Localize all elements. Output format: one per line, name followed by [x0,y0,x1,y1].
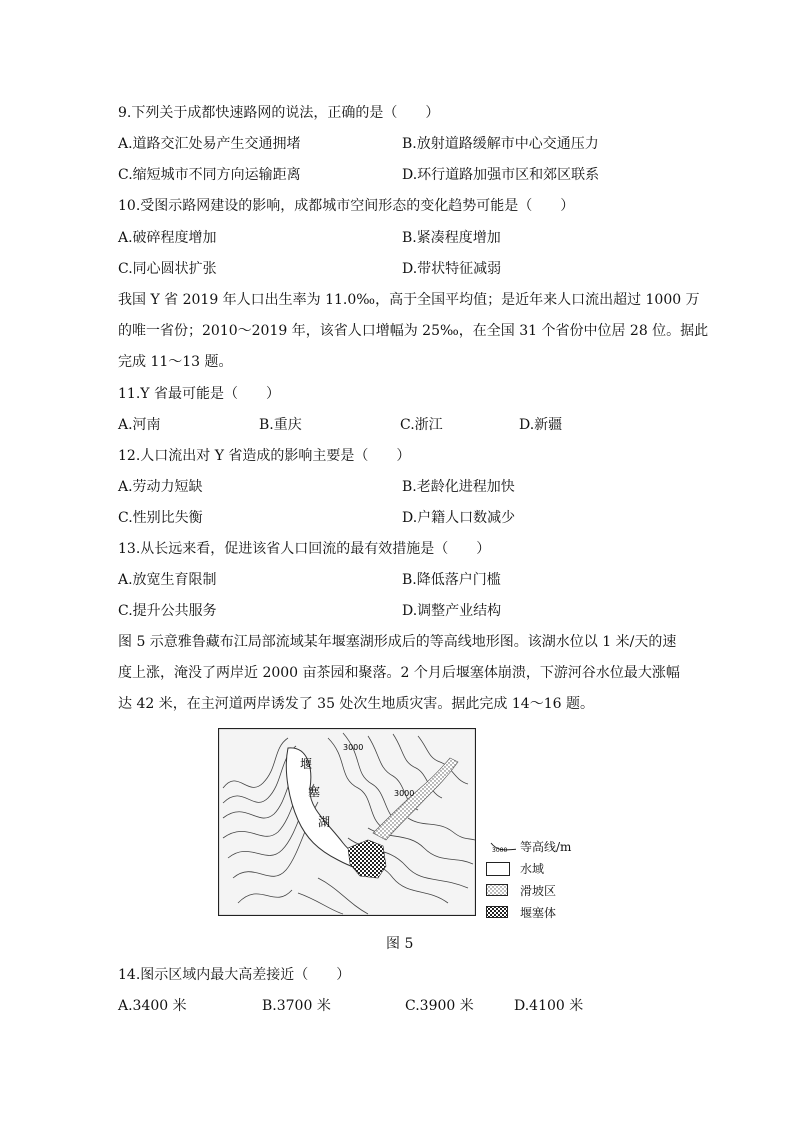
passage-line: 图 5 示意雅鲁藏布江局部流域某年堰塞湖形成后的等高线地形图。该湖水位以 1 米/天的速 [118,634,677,650]
passage-line: 完成 11～13 题。 [118,354,233,370]
legend-contour [484,836,604,858]
q12-option-c: C.性别比失衡 [118,510,203,526]
contour-map [218,728,476,916]
legend-water-label: 水域 [520,862,545,876]
contour-line-icon [486,840,516,852]
q13-stem: 13.从长远来看，促进该省人口回流的最有效措施是（ ） [118,541,491,557]
q9-option-d: D.环行道路加强市区和郊区联系 [402,167,600,183]
q11-option-a: A.河南 [118,417,161,433]
q13-option-c: C.提升公共服务 [118,603,217,619]
q12-option-d: D.户籍人口数减少 [402,510,516,526]
q13-option-b: B.降低落户门槛 [402,572,501,588]
passage-line: 度上涨，淹没了两岸近 2000 亩茶园和聚落。2 个月后堰塞体崩溃，下游河谷水位最大涨幅 [118,665,680,681]
q9-option-c: C.缩短城市不同方向运输距离 [118,167,301,183]
legend-landslide [484,880,604,902]
q13-option-a: A.放宽生育限制 [118,572,217,588]
contour-label: 3000 [343,743,364,752]
water-swatch-icon [486,862,510,876]
legend-dam [484,902,604,924]
q11-option-b: B.重庆 [259,417,302,433]
q14-stem: 14.图示区域内最大高差接近（ ） [118,967,351,983]
q14-option-b: B.3700 米 [262,998,331,1014]
q12-stem: 12.人口流出对 Y 省造成的影响主要是（ ） [118,448,411,464]
legend-contour-sample: 3000 [492,847,508,852]
legend-landslide-label: 滑坡区 [520,884,557,898]
q10-stem: 10.受图示路网建设的影响，成都城市空间形态的变化趋势可能是（ ） [118,198,575,214]
q11-option-d: D.新疆 [519,417,563,433]
q11-stem: 11.Y 省最可能是（ ） [118,386,280,402]
q9-option-a: A.道路交汇处易产生交通拥堵 [118,136,301,152]
lake-label-char: 湖 [318,815,331,829]
landslide-swatch-icon [486,884,508,896]
q10-option-b: B.紧凑程度增加 [402,230,501,246]
lake-label-char: 塞 [308,785,321,799]
q11-option-c: C.浙江 [400,417,443,433]
dam-swatch-icon [486,906,508,918]
passage-line: 我国 Y 省 2019 年人口出生率为 11.0‰，高于全国平均值；是近年来人口流出超过 1000 万 [118,292,700,308]
q13-option-d: D.调整产业结构 [402,603,502,619]
map-legend [484,836,604,924]
q9-option-b: B.放射道路缓解市中心交通压力 [402,136,599,152]
passage-line: 达 42 米，在主河道两岸诱发了 35 处次生地质灾害。据此完成 14～16 题。 [118,696,594,712]
q9-stem: 9.下列关于成都快速路网的说法，正确的是（ ） [118,105,440,121]
q14-option-a: A.3400 米 [118,998,187,1014]
q10-option-d: D.带状特征减弱 [402,261,502,277]
figure-caption: 图 5 [386,936,414,952]
q14-option-c: C.3900 米 [405,998,474,1014]
q14-option-d: D.4100 米 [514,998,584,1014]
legend-contour-label: 等高线/m [520,840,572,854]
q12-option-a: A.劳动力短缺 [118,479,203,495]
q10-option-a: A.破碎程度增加 [118,230,217,246]
contour-label: 3000 [394,789,415,798]
passage-line: 的唯一省份；2010～2019 年，该省人口增幅为 25‰，在全国 31 个省份中位居 28 位。据此 [118,323,709,339]
passage-population [118,285,709,378]
q12-option-b: B.老龄化进程加快 [402,479,515,495]
legend-dam-label: 堰塞体 [520,906,557,920]
passage-dammed-lake [118,627,683,720]
lake-label-char: 堰 [300,757,313,771]
q10-option-c: C.同心圆状扩张 [118,261,217,277]
legend-water [484,858,604,880]
